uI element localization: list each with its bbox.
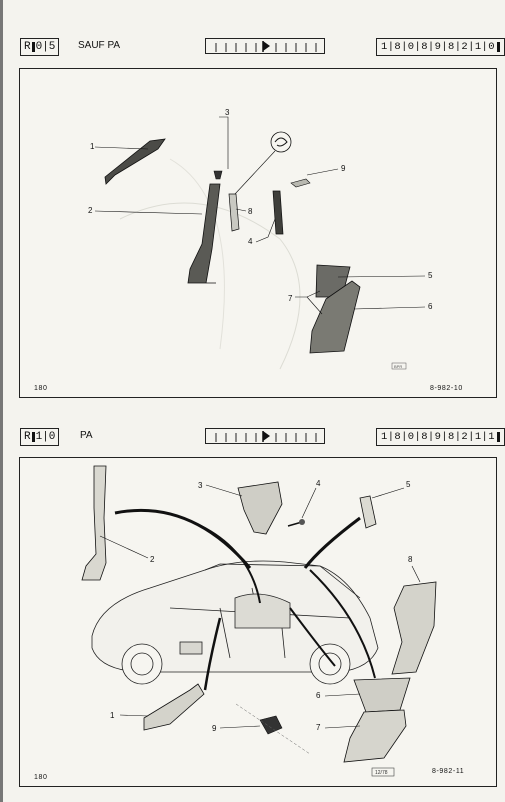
part-3-shape [238, 482, 282, 534]
callout-1: 1 [90, 142, 95, 151]
section-2-drawing-number: 8-982-11 [432, 768, 465, 775]
callout-2: 2 [88, 206, 93, 215]
code-end-mark [497, 42, 500, 52]
section-2-ref-prefix: R [24, 431, 31, 443]
section-1-code-digits: 1|8|0|8|9|8|2|1|0 [381, 41, 495, 53]
ref-separator-mark [32, 432, 35, 442]
section-2-header [0, 426, 505, 448]
part-9-shape [260, 716, 282, 734]
callout-4: 4 [248, 237, 253, 246]
callout-3: 3 [198, 481, 203, 490]
callout-2: 2 [150, 555, 155, 564]
position-marker-icon [263, 41, 270, 51]
section-2-code-digits: 1|8|0|8|9|8|2|1|1 [381, 431, 495, 443]
part-3-shape [214, 171, 222, 179]
section-1-exploded-diagram [19, 68, 497, 398]
section-2-variant: PA [80, 430, 93, 441]
section-2-ref-box [20, 428, 59, 446]
section-1-page-number: 180 [34, 385, 48, 392]
section-2-exploded-diagram [19, 457, 497, 787]
section-2-ref-digits: 1|0 [35, 431, 56, 443]
part-5-shape [360, 496, 376, 528]
section-1-drawing [20, 69, 498, 399]
part-1-shape [105, 139, 165, 184]
part-2-shape [188, 184, 220, 283]
callout-9: 9 [212, 724, 217, 733]
section-1-drawing-number: 8-982-10 [430, 385, 463, 392]
callout-8: 8 [408, 555, 413, 564]
page-binding-edge [0, 0, 3, 802]
weatherstrip-rear [305, 518, 360, 568]
code-end-mark [497, 432, 500, 442]
section-1-part-code [376, 38, 505, 56]
section-1-variant: SAUF PA [78, 40, 121, 51]
callout-5: 5 [406, 480, 411, 489]
callout-9: 9 [341, 164, 346, 173]
section-1-ref-prefix: R [24, 41, 31, 53]
section-1-header [0, 36, 505, 58]
part-9-shape [291, 179, 310, 187]
section-1-stamp: BPR [394, 364, 403, 369]
section-2-part-code [376, 428, 505, 446]
part-1-shape [144, 684, 204, 730]
ref-separator-mark [32, 42, 35, 52]
part-8-shape [229, 194, 239, 231]
section-2-position-scale [205, 428, 325, 444]
callout-4: 4 [316, 479, 321, 488]
detail-circle-icon [271, 132, 291, 152]
callout-3: 3 [225, 108, 230, 117]
position-marker-icon [263, 431, 270, 441]
section-1-ref-box [20, 38, 59, 56]
section-1-ref-digits: 0|5 [35, 41, 56, 53]
callout-7: 7 [288, 294, 293, 303]
callout-1: 1 [110, 711, 115, 720]
part-2-shape [82, 466, 106, 580]
callout-8: 8 [248, 207, 253, 216]
part-6-shape [354, 678, 410, 712]
weatherstrip-front [115, 510, 250, 568]
callout-5: 5 [428, 271, 433, 280]
callout-6: 6 [428, 302, 433, 311]
part-4-shape [273, 191, 283, 234]
section-2-drawing [20, 458, 498, 788]
callout-6: 6 [316, 691, 321, 700]
section-2-stamp: 12/78 [375, 770, 388, 776]
section-2-page-number: 180 [34, 774, 48, 781]
position-scale-graphic [206, 39, 324, 53]
section-1-position-scale [205, 38, 325, 54]
part-8-shape [392, 582, 436, 674]
part-7-shape [344, 710, 406, 762]
callout-7: 7 [316, 723, 321, 732]
position-scale-graphic [206, 429, 324, 443]
